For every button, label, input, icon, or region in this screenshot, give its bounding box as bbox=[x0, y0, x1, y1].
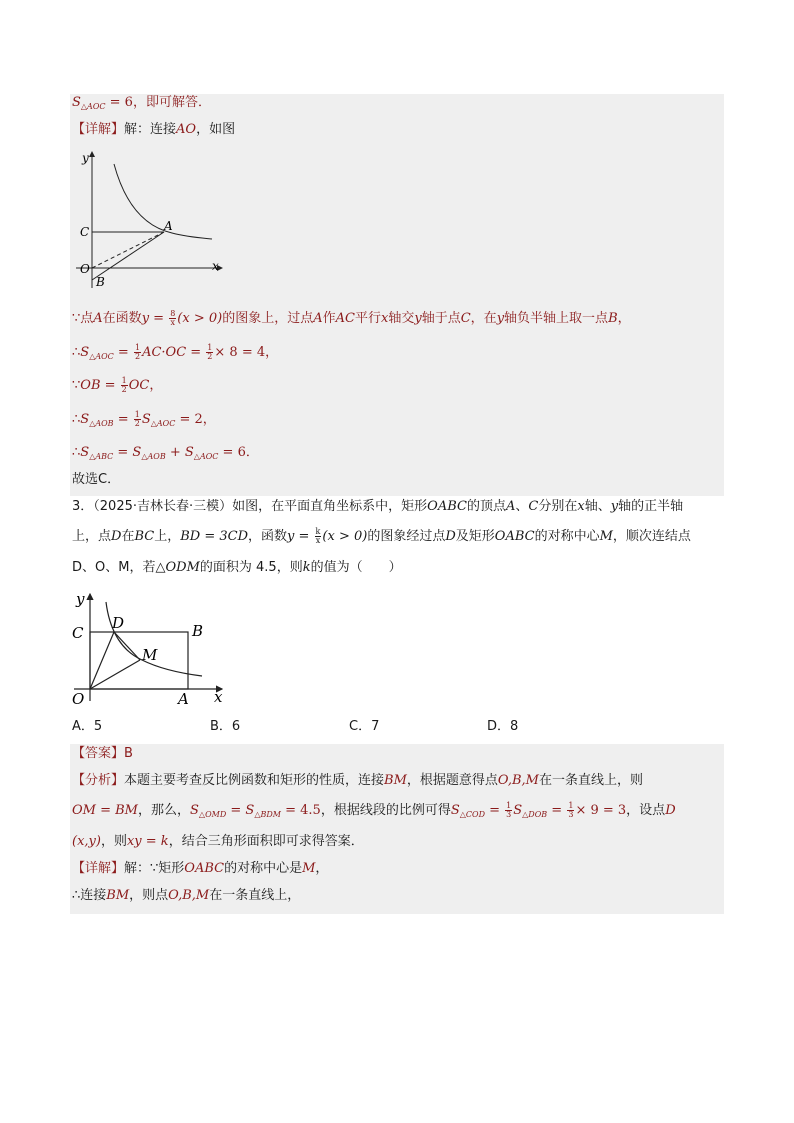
fig1-label-a: A bbox=[164, 219, 173, 233]
fig2-label-d: D bbox=[112, 614, 125, 632]
line-step-1: ∵点A在函数y = $\frac{8}{x}$ (x > 0)的图象上，过点A作AC平行x轴交y轴于点C，在y轴负半轴上取一点B， bbox=[72, 309, 631, 327]
fig2-label-x: x bbox=[214, 688, 223, 706]
fig2-label-b: B bbox=[192, 622, 204, 640]
fig2-label-m: M bbox=[142, 646, 158, 664]
fig2-label-o: O bbox=[72, 690, 85, 708]
fig1-label-o: O bbox=[80, 262, 90, 276]
line-step-5: $\therefore S_{\triangle ABC} = S_{\triangle AOB} + S_{\triangle AOC} = 6$． bbox=[72, 445, 259, 461]
figure-2 bbox=[66, 586, 236, 711]
question-line-1: 3．（2025·吉林长春·三模）如图，在平面直角坐标系中，矩形OABC的顶点A、C分别在x轴、y轴的正半轴 bbox=[72, 499, 684, 514]
analysis-line-2: OM = BM，那么，$S_{\triangle OMD} = S_{\triangle BDM} = 4.5$，根据线段的比例可得$S_{\triangle COD}$ = $\frac{1}{3}$ $S_{\triangle DOB}$ = $\frac{1}{3}$ × 9 = 3，设点D bbox=[72, 801, 676, 819]
line-choose: 故选C． bbox=[72, 472, 121, 487]
detail2-line-2: ∴连接BM，则点O,B,M在一条直线上， bbox=[72, 888, 301, 903]
fig1-label-c: C bbox=[80, 225, 90, 239]
fig2-label-c: C bbox=[72, 624, 84, 642]
detail2-line-1: 【详解】解：∵矩形OABC的对称中心是M， bbox=[72, 861, 329, 876]
analysis-line-1: 【分析】本题主要考查反比例函数和矩形的性质，连接BM，根据题意得点O,B,M在一条直线上，则 bbox=[72, 773, 643, 788]
fig2-label-y: y bbox=[76, 590, 85, 608]
line-step-3: ∵OB = $\frac{1}{2}$ OC， bbox=[72, 376, 163, 394]
analysis-line-3: (x,y)，则xy = k，结合三角形面积即可求得答案． bbox=[72, 834, 364, 849]
option-d: D．8 bbox=[487, 719, 519, 734]
question-line-2: 上，点D在BC上，BD = 3CD，函数y = $\frac{k}{x}$ (x > 0)的图象经过点D及矩形OABC的对称中心M，顺次连结点 bbox=[72, 527, 691, 545]
option-b: B．6 bbox=[210, 719, 241, 734]
figure-1 bbox=[72, 146, 232, 296]
line-s-aoc: $S_{\triangle AOC} = 6$，即可解答． bbox=[72, 95, 211, 111]
line-detail-1: 【详解】解：连接AO，如图 bbox=[72, 122, 236, 137]
line-step-2: $\therefore S_{\triangle AOC}$ = $\frac{1}{2}$ AC·OC = $\frac{1}{2}$ × 8 = 4， bbox=[72, 343, 279, 361]
fig1-label-x: x bbox=[212, 259, 219, 273]
option-c: C．7 bbox=[349, 719, 380, 734]
question-line-3: D、O、M，若△ODM的面积为 4.5，则k的值为（ ） bbox=[72, 560, 402, 575]
fig1-label-y: y bbox=[82, 151, 89, 165]
fig2-label-a: A bbox=[178, 690, 189, 708]
fig1-label-b: B bbox=[96, 275, 105, 289]
answer-line: 【答案】B bbox=[72, 746, 133, 761]
line-step-4: $\therefore S_{\triangle AOB}$ = $\frac{1}{2}$ $S_{\triangle AOC} = 2$， bbox=[72, 410, 216, 428]
option-a: A．5 bbox=[72, 719, 103, 734]
